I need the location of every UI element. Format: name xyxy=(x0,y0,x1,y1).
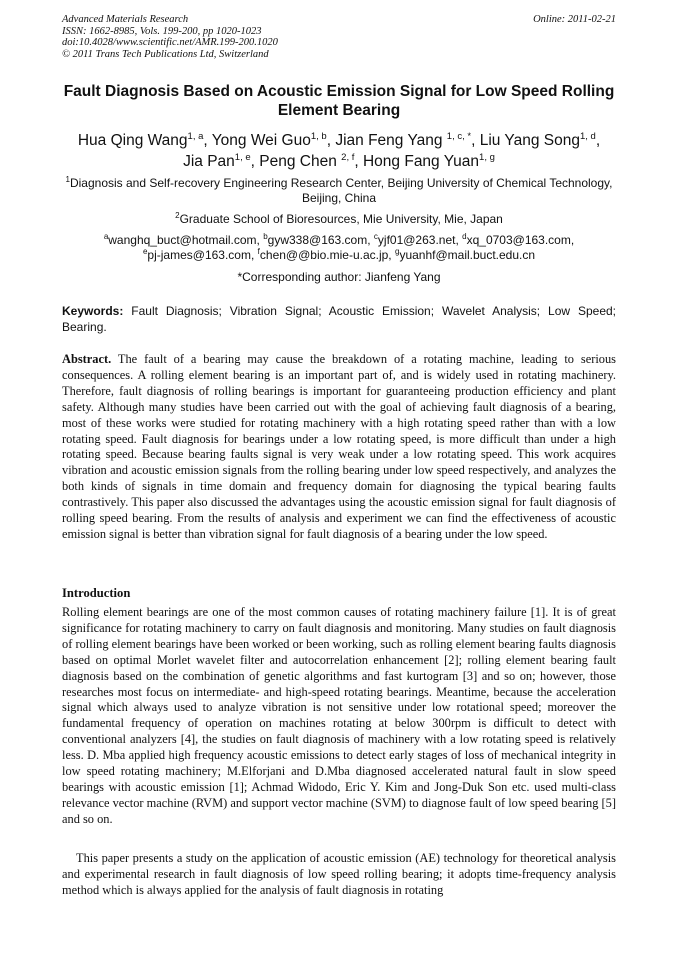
email-item xyxy=(143,248,258,262)
journal-copyright: © 2011 Trans Tech Publications Ltd, Switzerland xyxy=(62,48,269,60)
author xyxy=(212,132,336,149)
introduction-paragraph-1: Rolling element bearings are one of the most common causes of rotating machinery failure [1]. It is of great significance for rotating machinery to carry on fault diagnosis and monitoring. Many studies on fault diagnosis of rolling element bearings have been worked or been working, such as rolling element bearing faults diagnosis based on optimal Morlet wavelet filter and autocorrelation enhancement [2]; rolling element bearing fault diagnosis based on the combination of genetic algorithms and fast kurtogram [3] and so on; however, those researches most focus on intermediate- and high-speed rotating bearings. Meantime, because the acceleration signal which always used to analyze vibration is not sensitive under low rotational speed; moreover the fundamental frequency of operation on machines rotating at below 300rpm is difficult to detect with conventional analyzers [4], the studies on fault diagnosis of machinery with a low rotating speed is relatively less. D. Mba applied high frequency acoustic emissions to detect early stages of loss of mechanical integrity in low speed rotating machinery; M.Elforjani and D.Mba diagnosed accelerated natural fault in slow speed bearings with acoustic emission [1]; Achmad Widodo, Eric Y. Kim and Jong-Duk Son etc. used multi-class relevance vector machine (RVM) and support vector machine (SVM) to diagnose fault of low speed bearing [5] and so on. xyxy=(62,605,616,826)
email-address: yjf01@263.net, xyxy=(377,233,463,247)
email-sup: g xyxy=(394,247,400,256)
email-address: wanghq_buct@hotmail.com, xyxy=(108,233,264,247)
author-sup: 1, b xyxy=(310,131,327,142)
affiliation-text: Graduate School of Bioresources, Mie University, Mie, Japan xyxy=(179,212,503,226)
author-sup: 1, g xyxy=(479,152,495,163)
author xyxy=(363,153,495,170)
journal-doi: doi:10.4028/www.scientific.net/AMR.199-200.1020 xyxy=(62,37,278,48)
email-item xyxy=(104,233,263,247)
email-sup: f xyxy=(257,247,260,256)
author-separator: , xyxy=(203,132,212,149)
email-sup: e xyxy=(142,247,148,256)
author-name: Jia Pan xyxy=(183,153,235,170)
email-address: xq_0703@163.com, xyxy=(466,233,575,247)
author-sup: 1, e xyxy=(234,152,251,163)
email-address: chen@@bio.mie-u.ac.jp, xyxy=(259,248,395,262)
author-separator: , xyxy=(471,132,480,149)
author-separator: , xyxy=(250,153,260,170)
author xyxy=(335,132,479,149)
author-sup: 1, d xyxy=(579,131,596,142)
email-item xyxy=(258,248,395,262)
email-sup: a xyxy=(103,232,109,241)
author-sup: 2, f xyxy=(341,152,355,163)
abstract xyxy=(62,352,616,543)
introduction-paragraph-2: This paper presents a study on the application of acoustic emission (AE) technology for theoretical analysis and experimental research in fault diagnosis of low speed rolling bearing; it adopts time-frequency analysis method which is always applied for the analysis of fault diagnosis in rotating xyxy=(62,851,616,897)
section-heading-introduction: Introduction xyxy=(62,586,131,600)
email-sup: b xyxy=(263,232,268,241)
author-sup: 1, c, * xyxy=(446,131,472,142)
author-separator: , xyxy=(354,153,363,170)
paper-title: Fault Diagnosis Based on Acoustic Emission Signal for Low Speed Rolling Element Bearing xyxy=(63,83,615,119)
author-name: Jian Feng Yang xyxy=(335,132,447,149)
author-separator: , xyxy=(326,132,336,149)
author-separator: , xyxy=(595,132,601,149)
author-name: Peng Chen xyxy=(259,153,342,170)
email-address: gyw338@163.com, xyxy=(267,233,374,247)
affiliation-sup: 1 xyxy=(65,175,70,184)
email-address: yuanhf@mail.buct.edu.cn xyxy=(399,248,536,262)
email-item xyxy=(263,233,374,247)
author-name: Yong Wei Guo xyxy=(211,132,311,149)
author-name: Hong Fang Yuan xyxy=(362,153,480,170)
author xyxy=(78,132,212,149)
email-sup: d xyxy=(462,232,467,241)
keywords-text: Fault Diagnosis; Vibration Signal; Acoustic Emission; Wavelet Analysis; Low Speed; Bearing. xyxy=(62,304,616,334)
keywords xyxy=(62,304,616,335)
affiliation-text: Diagnosis and Self-recovery Engineering Research Center, Beijing University of Chemical Technology, Beijing, China xyxy=(69,176,613,205)
affiliation-sup: 2 xyxy=(175,211,180,220)
author-name: Liu Yang Song xyxy=(479,132,580,149)
abstract-text: The fault of a bearing may cause the breakdown of a rotating machine, leading to serious consequences. A rolling element bearing is an important part of, and is widely used in rotating machinery. Therefore, fault diagnosis of rolling bearings is important for guaranteeing production efficiency and plant safety. Although many studies have been carried out with the goal of achieving fault diagnosis of a bearing, most of these works were studied for rotating machinery with a high rotating speed rather than with a low rotating speed. Fault diagnosis for bearings under a low rotating speed, is more difficult than under a high rotating speed. Because bearing faults signal is very weak under a low rotating speed. This work acquires vibration and acoustic emission signals from the rolling bearing under low speed respectively, and analyzes the both kinds of signals in time domain and frequency domain for diagnosing the typical bearing faults contrastively. This paper also discussed the advantages using the acoustic emission signal for fault diagnosis of rolling speed bearing. From the results of analysis and experiment we can find the effectiveness of acoustic emission signal is better than vibration signal for fault diagnosis of a bearing under the low speed. xyxy=(62,352,617,541)
affiliation-1 xyxy=(62,176,616,206)
affiliation-2 xyxy=(62,212,616,227)
email-address: pj-james@163.com, xyxy=(147,248,258,262)
journal-name: Advanced Materials Research xyxy=(62,14,189,25)
email-list xyxy=(62,233,616,263)
email-item xyxy=(374,233,462,247)
journal-issn: ISSN: 1662-8985, Vols. 199-200, pp 1020-1023 xyxy=(62,25,262,37)
author xyxy=(183,153,259,170)
author xyxy=(259,153,363,170)
keywords-label: Keywords: xyxy=(62,304,124,318)
abstract-label: Abstract. xyxy=(62,352,112,366)
online-date: Online: 2011-02-21 xyxy=(533,14,616,25)
email-item xyxy=(395,248,535,262)
author-name: Hua Qing Wang xyxy=(77,132,188,149)
author-sup: 1, a xyxy=(187,131,204,142)
author xyxy=(480,132,600,149)
corresponding-author: *Corresponding author: Jianfeng Yang xyxy=(237,270,441,284)
journal-header xyxy=(62,14,616,60)
author-list xyxy=(62,130,616,172)
email-sup: c xyxy=(373,232,378,241)
email-item xyxy=(462,233,574,247)
